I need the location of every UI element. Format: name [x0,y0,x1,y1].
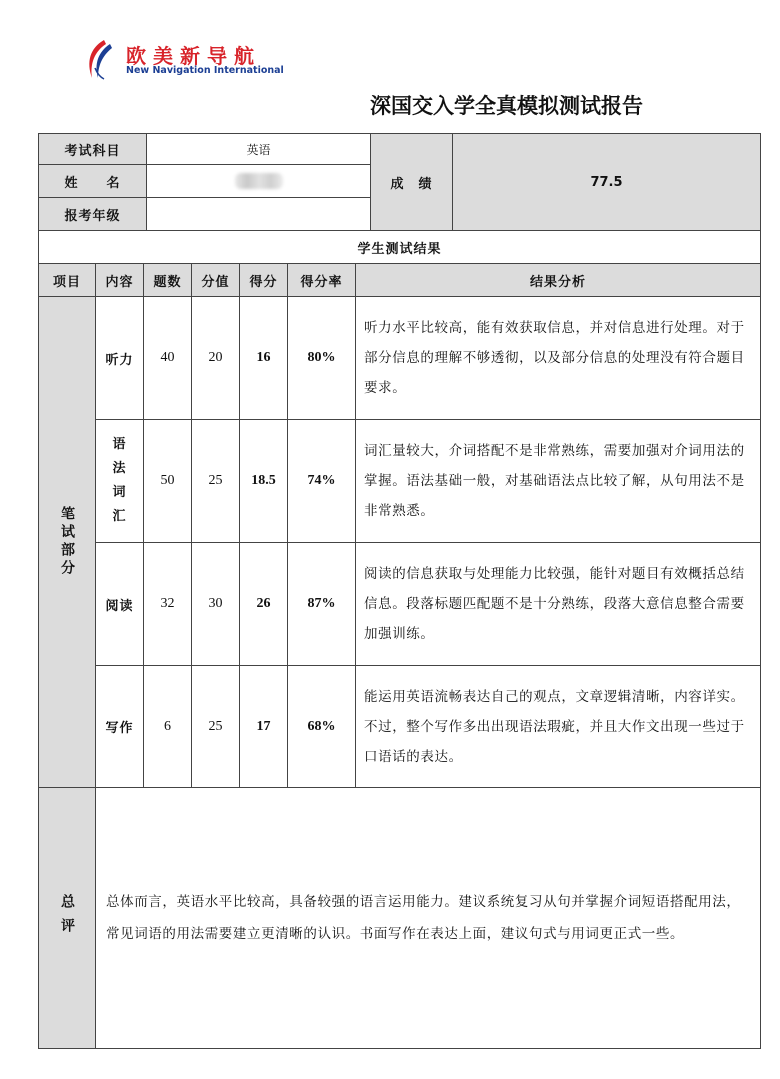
row-reading-points: 30 [191,542,240,666]
score-label: 成 绩 [370,133,453,231]
subject-label: 考试科目 [38,133,147,165]
header-points: 分值 [191,263,240,297]
row-listening-rate: 80% [287,296,356,420]
header-count: 题数 [143,263,192,297]
row-writing-rate: 68% [287,665,356,788]
row-reading-analysis: 阅读的信息获取与处理能力比较强，能针对题目有效概括总结信息。段落标题匹配题不是十分熟练，段落大意信息整合需要加强训练。 [355,542,761,666]
row-reading-content: 阅读 [95,542,144,666]
row-writing-content: 写作 [95,665,144,788]
row-reading-score: 26 [239,542,288,666]
row-listening-points: 20 [191,296,240,420]
redacted-name [235,173,283,189]
row-grammar-rate: 74% [287,419,356,543]
header-content: 内容 [95,263,144,297]
row-reading-rate: 87% [287,542,356,666]
row-grammar-count: 50 [143,419,192,543]
summary-label [38,787,96,1049]
logo-chinese-text: 欧美新导航 [126,44,261,68]
row-writing-analysis: 能运用英语流畅表达自己的观点，文章逻辑清晰，内容详实。不过，整个写作多出出现语法瑕疵，并且大作文出现一些过于口语话的表达。 [355,665,761,788]
header-score: 得分 [239,263,288,297]
name-value [146,164,371,198]
written-section-text: 笔试部分 [59,506,75,578]
subject-value: 英语 [146,133,371,165]
grade-value [146,197,371,231]
header-item: 项目 [38,263,96,297]
row-reading-count: 32 [143,542,192,666]
written-section-label [38,296,96,788]
row-grammar-analysis: 词汇量较大，介词搭配不是非常熟练，需要加强对介词用法的掌握。语法基础一般，对基础语法点比较了解，从句用法不是非常熟悉。 [355,419,761,543]
row-listening-analysis: 听力水平比较高，能有效获取信息，并对信息进行处理。对于部分信息的理解不够透彻，以及部分信息的处理没有符合题目要求。 [355,296,761,420]
grade-label: 报考年级 [38,197,147,231]
brand-logo [84,38,304,80]
row-writing-points: 25 [191,665,240,788]
header-rate: 得分率 [287,263,356,297]
row-listening-count: 40 [143,296,192,420]
row-grammar-points: 25 [191,419,240,543]
row-listening-content: 听力 [95,296,144,420]
row-writing-score: 17 [239,665,288,788]
summary-text: 总体而言，英语水平比较高，具备较强的语言运用能力。建议系统复习从句并掌握介词短语搭配用法，常见词语的用法需要建立更清晰的认识。书面写作在表达上面，建议句式与用词更正式一些。 [95,787,761,1049]
total-score: 77.5 [452,133,761,231]
logo-emblem-icon [84,38,114,80]
row-writing-count: 6 [143,665,192,788]
row-grammar-content: 语法词汇 [95,419,144,543]
header-analysis: 结果分析 [355,263,761,297]
name-label: 姓 名 [38,164,147,198]
summary-label-text: 总评 [59,894,75,942]
logo-english-text: New Navigation International [126,65,284,76]
page-title: 深国交入学全真模拟测试报告 [370,94,643,118]
row-listening-score: 16 [239,296,288,420]
results-section-title: 学生测试结果 [38,230,761,264]
row-grammar-score: 18.5 [239,419,288,543]
